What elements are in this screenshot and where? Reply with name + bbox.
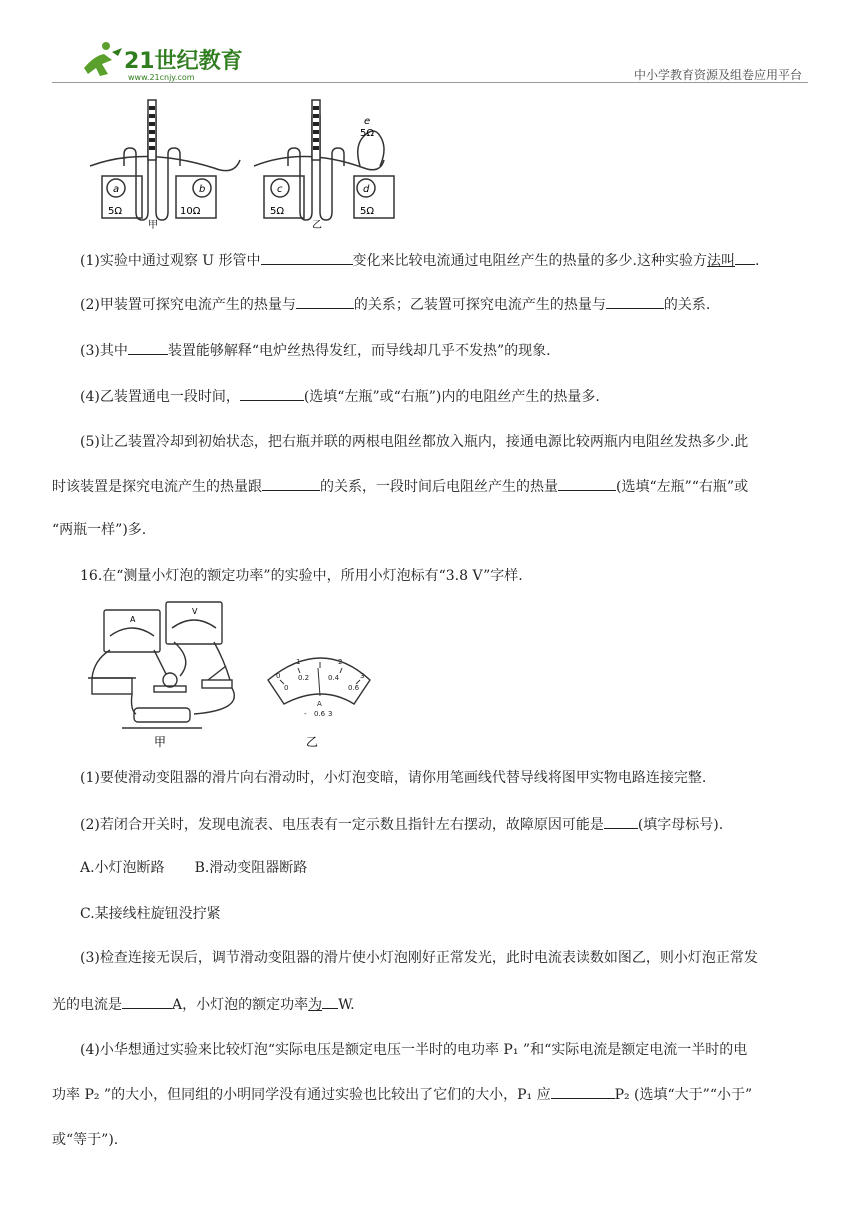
q16-part3-line2: 光的电流是 A，小灯泡的额定功率为 W.: [52, 994, 355, 1015]
q15-part2: (2)甲装置可探究电流产生的热量与 的关系；乙装置可探究电流产生的热量与 的关系.: [80, 294, 710, 315]
joule-heating-figure: [84, 96, 414, 232]
resistance-c: 5Ω: [270, 206, 285, 217]
q16-part4-line2: 功率 P₂ ”的大小，但同组的小明同学没有通过实验也比较出了它们的大小，P₁ 应 P₂ (选填“大于”“小于”: [52, 1084, 752, 1105]
resistance-b: 10Ω: [180, 206, 201, 217]
terminal-06: 0.6: [314, 710, 326, 718]
resistance-a: 5Ω: [108, 206, 123, 217]
q16-part1: (1)要使滑动变阻器的滑片向右滑动时，小灯泡变暗，请你用笔画线代替导线将图甲实物电路连接完整.: [80, 770, 707, 786]
q16-part3-line1: (3)检查连接无误后，调节滑动变阻器的滑片使小灯泡刚好正常发光，此时电流表读数如图乙，则小灯泡正常发: [80, 950, 758, 966]
q16-options-ab: [80, 858, 307, 878]
q15-part1: (1)实验中通过观察 U 形管中 变化来比较电流通过电阻丝产生的热量的多少.这种实验方法叫 .: [80, 250, 759, 271]
label-c: c: [277, 184, 283, 195]
q16-title: 16.在“测量小灯泡的额定功率”的实验中，所用小灯泡标有“3.8 V”字样.: [80, 568, 523, 584]
logo-url-text: www.21cnjy.com: [128, 73, 195, 82]
q15-part5-line1: (5)让乙装置冷却到初始状态，把右瓶并联的两根电阻丝都放入瓶内，接通电源比较两瓶内电阻丝发热多少.此: [80, 434, 749, 450]
scale-bottom-1: 0.2: [298, 674, 310, 682]
site-logo: [66, 38, 266, 82]
label-d: d: [363, 184, 370, 195]
voltmeter-label: V: [192, 607, 198, 616]
q15-part5-line2: 时该装置是探究电流产生的热量跟 的关系，一段时间后电阻丝产生的热量 (选填“左瓶”“右瓶”或: [52, 476, 748, 497]
q15-part4: (4)乙装置通电一段时间， (选填“左瓶”或“右瓶”)内的电阻丝产生的热量多.: [80, 386, 600, 407]
scale-bottom-3: 0.6: [348, 684, 360, 692]
q15-part3: (3)其中 装置能够解释“电炉丝热得发红，而导线却几乎不发热”的现象.: [80, 340, 551, 361]
terminal-3: 3: [328, 710, 333, 718]
platform-name: 中小学教育资源及组卷应用平台: [633, 68, 802, 82]
scale-bottom-2: 0.4: [328, 674, 340, 682]
label-e: e: [364, 116, 371, 127]
scale-top-2: 2: [338, 658, 343, 666]
q16-part2: (2)若闭合开关时，发现电流表、电压表有一定示数且指针左右摆动，故障原因可能是 (填字母标号).: [80, 814, 723, 835]
runner-icon: [84, 42, 122, 76]
logo-text: 21世纪教育: [124, 49, 243, 74]
label-yi: 乙: [312, 220, 322, 231]
resistance-d: 5Ω: [360, 206, 375, 217]
label-a: a: [113, 184, 120, 195]
header-divider: [52, 82, 808, 83]
label-jia: 甲: [148, 220, 158, 231]
scale-top-3: 3: [360, 672, 365, 680]
page-header: [52, 38, 808, 82]
ammeter-label: A: [130, 615, 136, 624]
option-b: B.滑动变阻器断路: [194, 860, 308, 876]
scale-top-1: 1: [296, 658, 301, 666]
fig2-label-jia: 甲: [154, 735, 167, 749]
dial-unit-a: A: [317, 700, 322, 708]
q16-part4-line1: (4)小华想通过实验来比较灯泡“实际电压是额定电压一半时的电功率 P₁ ”和“实际电流是额定电流一半时的电: [80, 1042, 748, 1058]
scale-top-0: 0: [276, 672, 281, 680]
terminal-minus: -: [304, 710, 307, 718]
circuit-figure: [84, 600, 374, 752]
label-b: b: [199, 184, 206, 195]
resistance-e: 5Ω: [360, 128, 375, 139]
q15-part5-line3: “两瓶一样”)多.: [52, 522, 147, 538]
option-c: C.某接线柱旋钮没拧紧: [80, 906, 221, 922]
option-a: A.小灯泡断路: [80, 860, 165, 876]
q16-part4-line3: 或“等于”).: [52, 1132, 119, 1148]
scale-bottom-0: 0: [284, 684, 289, 692]
fig2-label-yi: 乙: [306, 735, 319, 749]
